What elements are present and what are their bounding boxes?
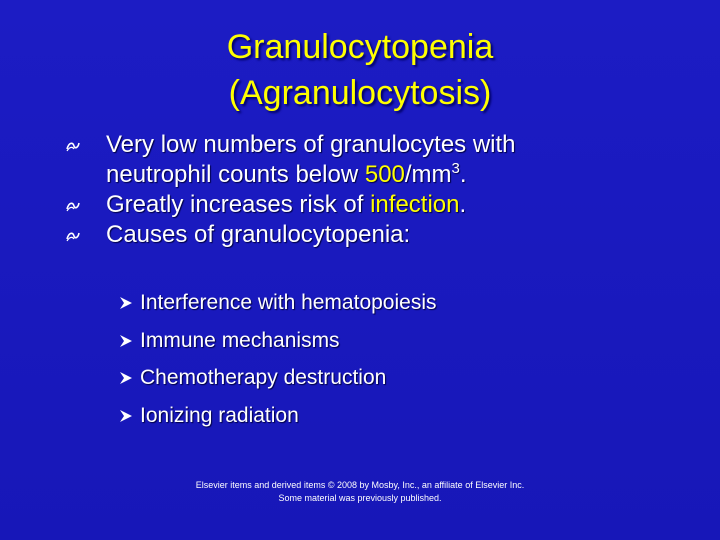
slide-title (0, 24, 720, 116)
arrowhead-bullet-icon (118, 334, 134, 348)
bullet-item: Greatly increases risk of infection. (66, 190, 706, 220)
highlight-word: infection (370, 191, 460, 218)
sub-bullet-item: Ionizing radiation (118, 397, 678, 435)
sub-bullet-list (118, 284, 678, 434)
bullet-text-line-1: Very low numbers of granulocytes with (106, 131, 516, 158)
title-line-1: Granulocytopenia (226, 28, 494, 66)
curved-scroll-bullet-icon (66, 200, 80, 212)
copyright-footer (0, 479, 720, 505)
bullet-item: Causes of granulocytopenia: (66, 220, 706, 250)
curved-scroll-bullet-icon (66, 140, 80, 152)
curved-scroll-bullet-icon (66, 230, 80, 242)
sub-bullet-item: Immune mechanisms (118, 322, 678, 360)
sub-bullet-item: Interference with hematopoiesis (118, 284, 678, 322)
footer-line-2: Some material was previously published. (278, 493, 442, 503)
arrowhead-bullet-icon (118, 296, 134, 310)
arrowhead-bullet-icon (118, 409, 134, 423)
title-line-2: (Agranulocytosis) (228, 74, 492, 112)
bullet-list (66, 130, 706, 250)
footer-line-1: Elsevier items and derived items © 2008 by Mosby, Inc., an affiliate of Elsevier Inc. (195, 480, 525, 490)
bullet-item (66, 130, 706, 190)
sub-bullet-item: Chemotherapy destruction (118, 359, 678, 397)
highlight-value: 500 (364, 161, 405, 188)
arrowhead-bullet-icon (118, 371, 134, 385)
bullet-text-line-2: neutrophil counts below $500/mm^3$. (106, 160, 467, 188)
